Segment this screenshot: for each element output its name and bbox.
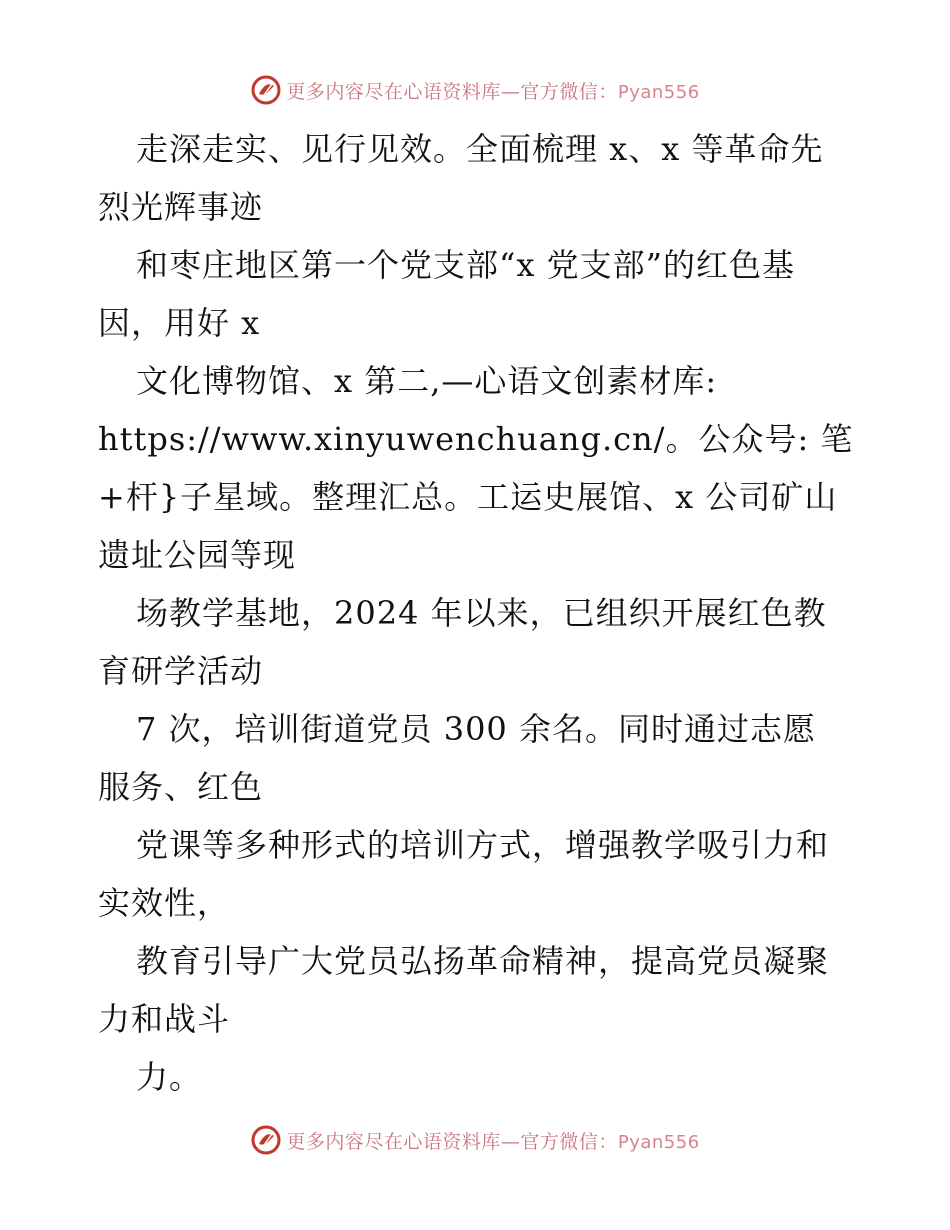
body-line-15: 教育引导广大党员弘扬革命精神，提高党员凝聚 [136, 942, 830, 980]
body-line-8: 遗址公园等现 [98, 536, 297, 574]
body-line-5: 文化博物馆、x 第二,—心语文创素材库: [136, 362, 718, 400]
header-label: 更多内容尽在心语资料库—官方微信： [286, 80, 618, 103]
body-line-10: 育研学活动 [98, 652, 264, 690]
body-line-14: 实效性， [98, 884, 231, 922]
red-seal-logo-icon [250, 1124, 282, 1156]
body-line-2: 烈光辉事迹 [98, 188, 264, 226]
footer-text [286, 1127, 699, 1154]
body-line-12: 服务、红色 [98, 768, 264, 806]
body-line-11: 7 次，培训街道党员 300 余名。同时通过志愿 [136, 710, 816, 748]
footer-wechat-id: Pyan556 [617, 1131, 700, 1153]
body-line-1: 走深走实、见行见效。全面梳理 x、x 等革命先 [136, 130, 824, 168]
document-body [98, 120, 858, 1106]
body-line-7: +杆}子星域。整理汇总。工运史展馆、x 公司矿山 [98, 478, 838, 516]
header-text [286, 77, 699, 104]
body-line-9: 场教学基地，2024 年以来，已组织开展红色教 [136, 594, 827, 632]
footer-label: 更多内容尽在心语资料库—官方微信： [286, 1130, 618, 1153]
body-line-6: https://www.xinyuwenchuang.cn/。公众号: 笔 [98, 420, 854, 458]
footer-banner [0, 1120, 950, 1160]
header-banner [0, 70, 950, 110]
body-line-3: 和枣庄地区第一个党支部“x 党支部”的红色基 [136, 246, 795, 284]
red-seal-logo-icon [250, 74, 282, 106]
header-wechat-id: Pyan556 [617, 81, 700, 103]
body-line-17: 力。 [136, 1058, 203, 1096]
body-line-13: 党课等多种形式的培训方式，增强教学吸引力和 [136, 826, 830, 864]
body-line-4: 因，用好 x [98, 304, 261, 342]
body-line-16: 力和战斗 [98, 1000, 231, 1038]
